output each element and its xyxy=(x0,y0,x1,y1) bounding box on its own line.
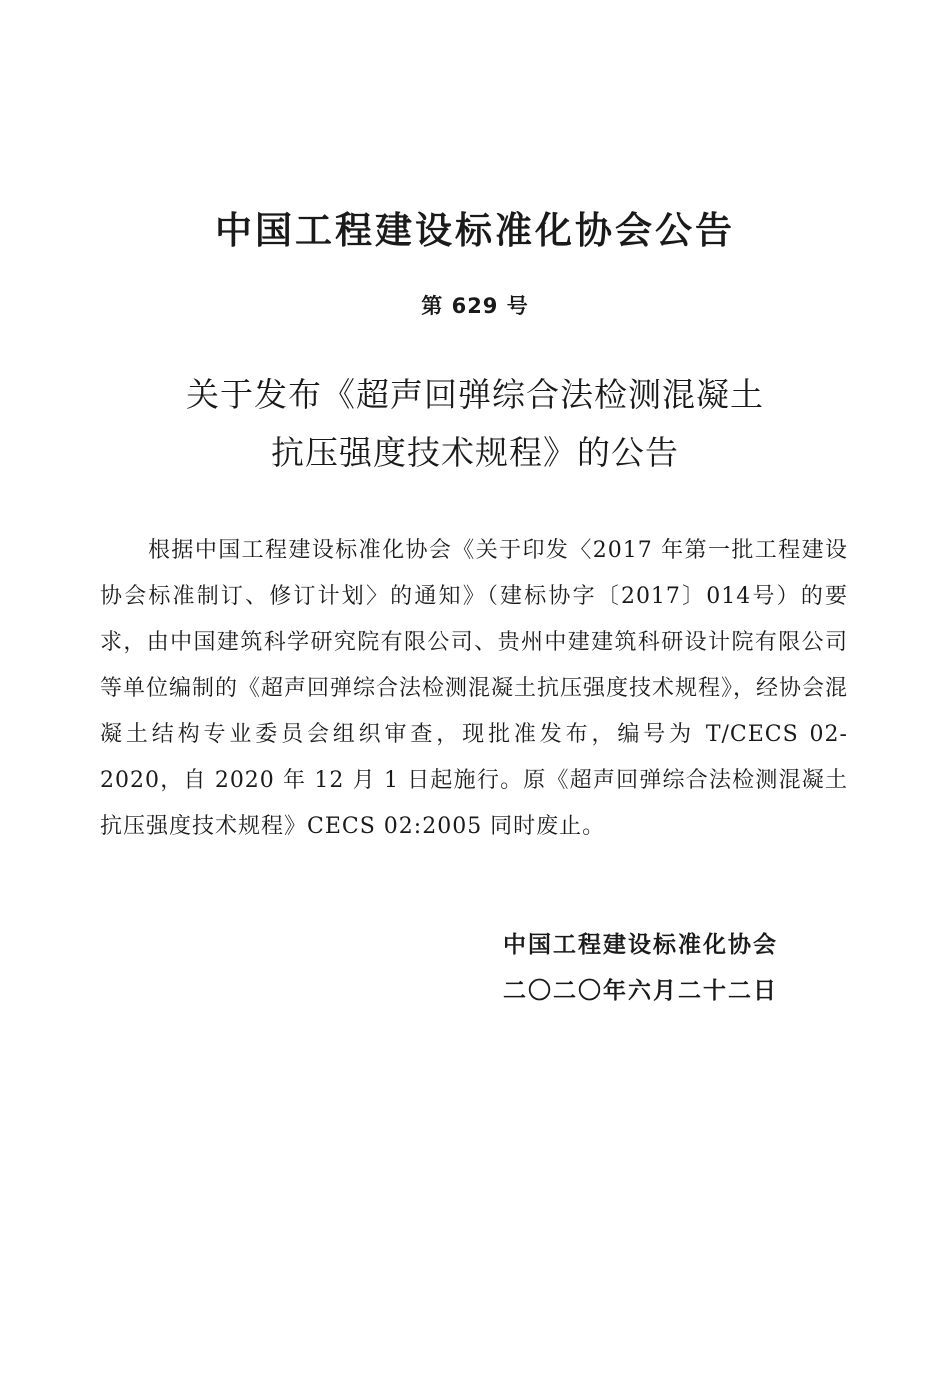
notice-title-line-1: 关于发布《超声回弹综合法检测混凝土 xyxy=(186,375,764,414)
organization-title: 中国工程建设标准化协会公告 xyxy=(215,209,735,252)
notice-title xyxy=(0,366,950,482)
announcement-number: 第 629 号 xyxy=(421,294,529,318)
issue-date: 二〇二〇年六月二十二日 xyxy=(503,978,778,1004)
issuer-name: 中国工程建设标准化协会 xyxy=(503,932,778,958)
notice-title-line-2: 抗压强度技术规程》的公告 xyxy=(271,433,679,472)
signature-block xyxy=(503,922,843,1014)
body-paragraph: 根据中国工程建设标准化协会《关于印发〈2017 年第一批工程建设协会标准制订、修订计划〉的通知》（建标协字〔2017〕014号）的要求，由中国建筑科学研究院有限公司、贵州中建建筑科研设计院有限公司等单位编制的《超声回弹综合法检测混凝土抗压强度技术规程》，经协会混凝土结构专业委员会组织审查，现批准发布，编号为 T/CECS 02-2020，自 2020 年 12 月 1 日起施行。原《超声回弹综合法检测混凝土抗压强度技术规程》CECS 02:2005 同时废止。 xyxy=(100,538,849,839)
